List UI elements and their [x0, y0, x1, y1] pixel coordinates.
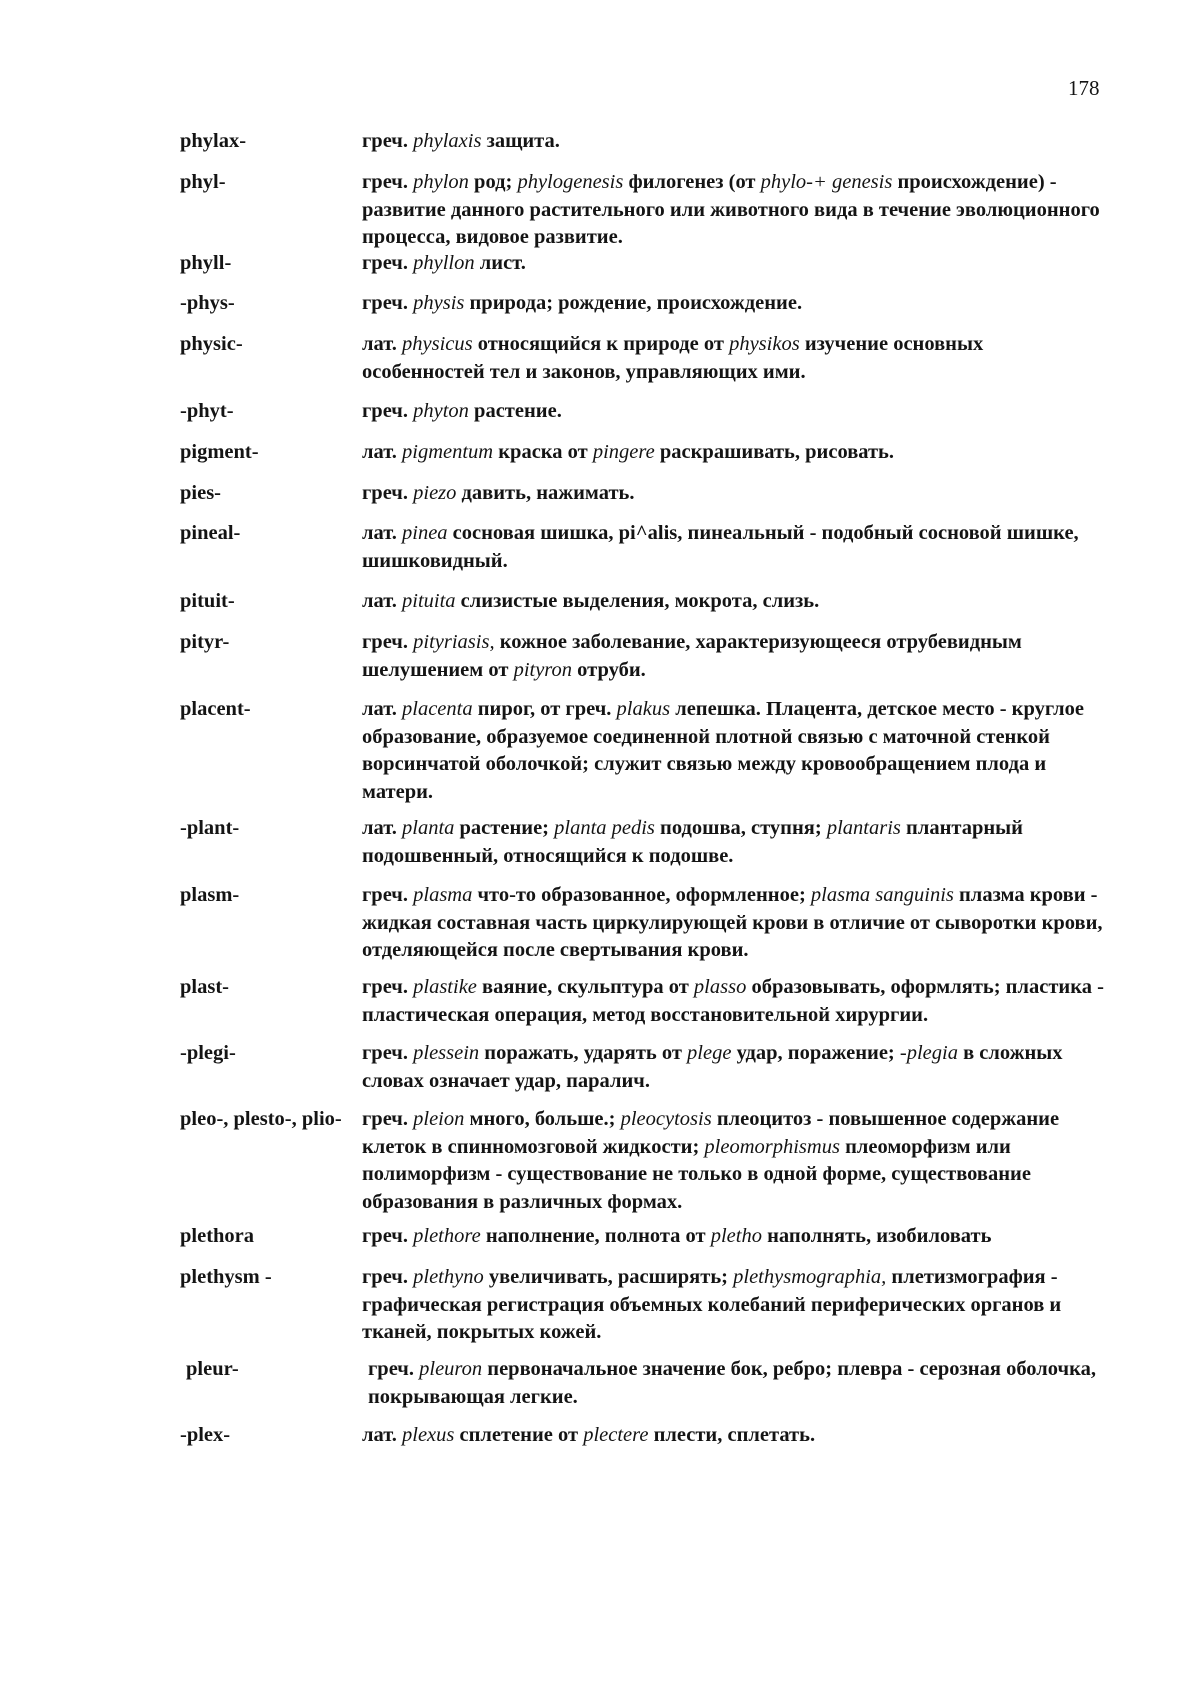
- dictionary-entry: [180, 588, 1110, 616]
- entry-term: plethora: [180, 1225, 255, 1247]
- dictionary-entry: [180, 1264, 1110, 1347]
- entry-definition: лат. pituita слизистые выделения, мокрота, слизь.: [362, 590, 820, 612]
- entry-term: pineal-: [180, 522, 241, 544]
- entry-definition: греч. pleuron первоначальное значение бок, ребро; плевра - серозная оболочка, покрывающая легкие.: [368, 1358, 1096, 1408]
- entry-definition: греч. pleion много, больше.; pleocytosis плеоцитоз - повышенное содержание клеток в спинномозговой жидкости; pleomorphismus плеоморфизм или полиморфизм - существование не только в одной форме, существование образования в различных формах.: [362, 1108, 1060, 1213]
- entry-term: -plant-: [180, 817, 240, 839]
- entry-term: pituit-: [180, 590, 235, 612]
- entry-definition: греч. plethore наполнение, полнота от pletho наполнять, изобиловать: [362, 1225, 992, 1247]
- dictionary-entry: [180, 250, 1110, 278]
- entry-term: -plegi-: [180, 1042, 236, 1064]
- etymon-word: pleomorphismus: [704, 1135, 840, 1158]
- etymon-word: plantaris: [826, 817, 901, 839]
- etymon-word: phylo-+ genesis: [760, 171, 893, 193]
- entry-term: pityr-: [180, 631, 230, 653]
- etymon-word: phylogenesis: [517, 171, 624, 193]
- etymon-word: phyllon: [413, 252, 475, 274]
- entry-definition: греч. phylaxis защита.: [362, 130, 560, 152]
- etymon-word: physikos: [729, 333, 800, 355]
- entry-definition: греч. phyllon лист.: [362, 252, 526, 274]
- dictionary-entry: [180, 1106, 1110, 1216]
- entry-term: plasm-: [180, 884, 240, 906]
- entry-definition: лат. pinea сосновая шишка, pi^alis, пинеальный - подобный сосновой шишке, шишковидный.: [362, 522, 1079, 572]
- entry-term: phyl-: [180, 171, 226, 193]
- etymon-word: plasma: [413, 884, 473, 906]
- entry-definition: греч. pityriasis, кожное заболевание, характеризующееся отрубевидным шелушением от pityron отруби.: [362, 631, 1022, 681]
- entry-term: phyll-: [180, 252, 232, 274]
- dictionary-entry: [180, 882, 1110, 965]
- entry-definition: греч. plastike ваяние, скульптура от plasso образовывать, оформлять; пластика - пластическая операция, метод восстановительной хирургии.: [362, 976, 1104, 1026]
- dictionary-entry: [180, 815, 1110, 870]
- etymon-word: placenta: [402, 698, 473, 720]
- etymon-word: planta: [402, 817, 455, 839]
- entry-definition: греч. phyton растение.: [362, 400, 562, 422]
- entry-definition: лат. physicus относящийся к природе от physikos изучение основных особенностей тел и законов, управляющих ими.: [362, 333, 984, 383]
- entry-term: pleur-: [186, 1358, 239, 1380]
- etymon-word: pleuron: [419, 1358, 483, 1380]
- etymon-word: pityron: [513, 658, 573, 681]
- etymon-word: plasma sanguinis: [810, 884, 954, 906]
- etymon-word: physis: [413, 292, 465, 314]
- etymon-word: plastike: [413, 976, 477, 998]
- entry-definition: греч. piezo давить, нажимать.: [362, 482, 635, 504]
- dictionary-entry: [180, 331, 1110, 386]
- entry-definition: лат. pigmentum краска от pingere раскрашивать, рисовать.: [362, 441, 895, 463]
- etymon-word: piezo: [413, 482, 457, 504]
- dictionary-entry: [180, 439, 1110, 467]
- dictionary-entry: [180, 290, 1110, 318]
- dictionary-entry: [180, 1356, 1110, 1411]
- etymon-word: plasso: [693, 976, 747, 998]
- entry-definition: греч. physis природа; рождение, происхождение.: [362, 292, 803, 314]
- etymon-word: pleion: [413, 1108, 465, 1130]
- etymon-word: plectere: [583, 1424, 649, 1446]
- dictionary-entry: [180, 1422, 1110, 1450]
- dictionary-entry: [180, 169, 1110, 252]
- entry-definition: греч. plessein поражать, ударять от plege удар, поражение; -plegia в сложных словах означает удар, паралич.: [362, 1042, 1063, 1092]
- entry-term: pies-: [180, 482, 221, 504]
- entry-definition: греч. plethyno увеличивать, расширять; plethysmographia, плетизмография - графическая регистрация объемных колебаний периферических органов и тканей, покрытых кожей.: [362, 1266, 1062, 1343]
- etymon-word: pletho: [710, 1225, 762, 1247]
- entry-term: -phyt-: [180, 400, 234, 422]
- entry-term: physic-: [180, 333, 243, 355]
- etymon-word: phyton: [413, 400, 469, 422]
- etymon-word: pityriasis,: [413, 631, 495, 653]
- entry-term: phylax-: [180, 130, 247, 152]
- dictionary-entry: [180, 974, 1110, 1029]
- etymon-word: pituita: [402, 590, 456, 612]
- entry-term: -phys-: [180, 292, 235, 314]
- etymon-word: plethyno: [413, 1266, 484, 1288]
- entry-term: plethysm -: [180, 1266, 272, 1288]
- dictionary-entry: [180, 480, 1110, 508]
- etymon-word: pinea: [402, 522, 448, 544]
- entry-term: pigment-: [180, 441, 259, 463]
- entry-definition: греч. plasma что-то образованное, оформленное; plasma sanguinis плазма крови - жидкая составная часть циркулирующей крови в отличие от сыворотки крови, отделяющейся после свертывания крови.: [362, 884, 1103, 961]
- entry-term: pleo-, plesto-, plio-: [180, 1108, 342, 1130]
- page-number: 178: [1068, 76, 1100, 100]
- etymon-word: plethysmographia,: [733, 1266, 887, 1288]
- entry-term: -plex-: [180, 1424, 231, 1446]
- etymon-word: plakus: [616, 698, 671, 720]
- etymon-word: pleocytosis: [620, 1108, 712, 1130]
- dictionary-entry: [180, 1040, 1110, 1095]
- dictionary-entry: [180, 1223, 1110, 1251]
- etymon-word: planta pedis: [554, 817, 655, 839]
- etymon-word: physicus: [402, 333, 473, 355]
- entry-definition: лат. plexus сплетение от plectere плести, сплетать.: [362, 1424, 816, 1446]
- etymon-word: pingere: [592, 441, 655, 463]
- dictionary-entry: [180, 398, 1110, 426]
- entry-definition: лат. planta растение; planta pedis подошва, ступня; plantaris плантарный подошвенный, относящийся к подошве.: [362, 817, 1023, 867]
- etymon-word: -plegia: [899, 1042, 958, 1064]
- entry-term: plast-: [180, 976, 229, 998]
- etymon-word: phylon: [413, 171, 469, 193]
- entry-term: placent-: [180, 698, 251, 720]
- etymon-word: phylaxis: [413, 130, 482, 152]
- etymon-word: pigmentum: [402, 441, 494, 463]
- entry-definition: лат. placenta пирог, от греч. plakus лепешка. Плацента, детское место - круглое образование, образуемое соединенной плотной связью с маточной стенкой ворсинчатой оболочкой; служит связью между кровообращением плода и матери.: [362, 698, 1084, 803]
- etymon-word: plege: [687, 1042, 732, 1064]
- entry-definition: греч. phylon род; phylogenesis филогенез (от phylo-+ genesis происхождение) - развитие данного растительного или животного вида в течение эволюционного процесса, видовое развитие.: [362, 171, 1100, 248]
- etymon-word: plessein: [413, 1042, 480, 1064]
- dictionary-entry: [180, 629, 1110, 684]
- dictionary-entry: [180, 696, 1110, 806]
- etymon-word: plexus: [402, 1424, 455, 1446]
- dictionary-entry: [180, 128, 1110, 156]
- dictionary-entry: [180, 520, 1110, 575]
- etymon-word: plethore: [413, 1225, 481, 1247]
